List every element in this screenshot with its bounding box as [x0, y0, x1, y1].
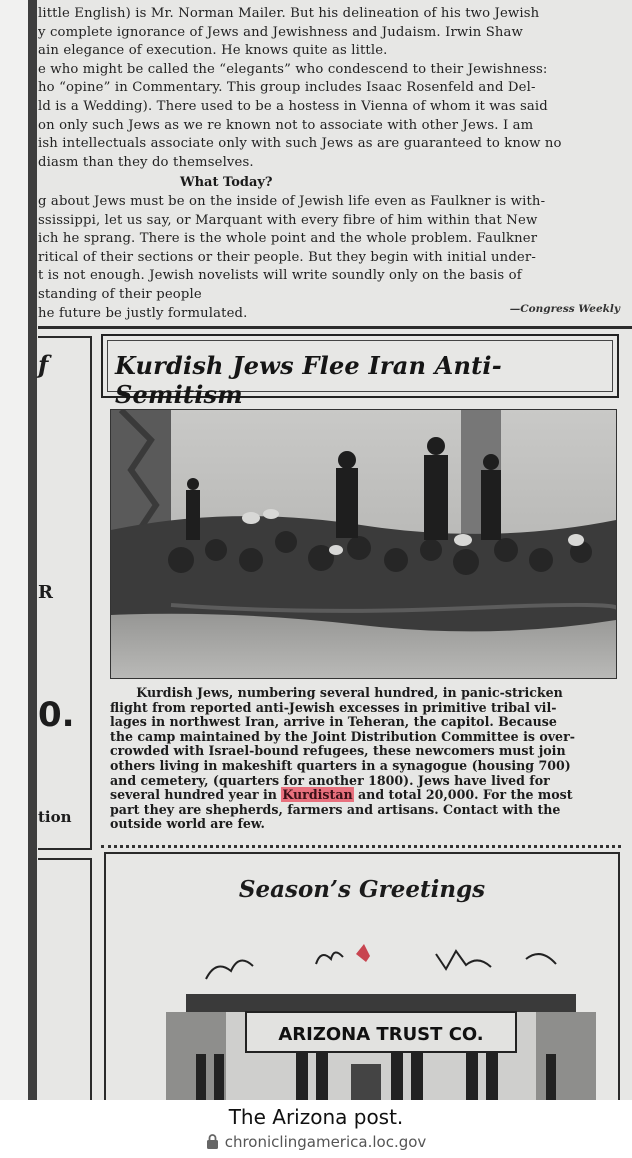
- article-line: ich he sprang. There is the whole point and the whole problem. Faulkner: [38, 231, 538, 247]
- caption-line: Kurdish Jews, numbering several hundred, in panic-stricken: [110, 685, 563, 700]
- caption-text: several hundred year in: [110, 787, 282, 803]
- article-credit: —Congress Weekly: [509, 303, 620, 315]
- article-line: g about Jews must be on the inside of Jewish life even as Faulkner is with-: [38, 194, 546, 209]
- article-subhead: What Today?: [180, 175, 273, 190]
- article-line: ain elegance of execution. He knows quite as little.: [38, 43, 388, 59]
- bank-building-illustration: [166, 934, 596, 1100]
- article-line: little English) is Mr. Norman Mailer. But his delineation of his two Jewish: [38, 6, 540, 21]
- left-fragment-zero: 0.: [38, 695, 75, 735]
- article-top-block-a: [38, 5, 626, 172]
- bank-sign: ARIZONA TRUST CO.: [278, 1024, 484, 1045]
- caption-line: and cemetery, (quarters for another 1800). Jews have lived for: [110, 772, 550, 788]
- refugees-photo-illustration: [111, 410, 616, 678]
- left-column-box-lower: [38, 858, 92, 1100]
- caption-line: part they are shepherds, farmers and artisans. Contact with the: [110, 801, 561, 817]
- caption-line: flight from reported anti-Jewish excesses in primitive tribal vil-: [110, 699, 557, 715]
- headline: Kurdish Jews Flee Iran Anti-Semitism: [115, 351, 502, 409]
- article-line: ritical of their sections or their people. But they begin with initial under-: [38, 249, 536, 265]
- article-line: ish intellectuals associate only with such Jews as are guaranteed to know no: [38, 136, 562, 152]
- caption-line: others living in makeshift quarters in a synagogue (housing 700): [110, 757, 571, 773]
- caption-line: outside world are few.: [110, 816, 265, 832]
- left-fragment-r: R: [38, 582, 53, 603]
- source-url-text: chroniclingamerica.loc.gov: [224, 1133, 427, 1151]
- greetings-title: Season’s Greetings: [238, 876, 486, 903]
- article-line: e who might be called the “elegants” who condescend to their Jewishness:: [38, 61, 548, 77]
- caption-line: crowded with Israel-bound refugees, these newcomers must join: [110, 743, 566, 759]
- caption-line-highlighted: [110, 788, 618, 803]
- photo-caption: [110, 686, 618, 832]
- left-fragment-f: f: [38, 350, 49, 379]
- article-line: ho “opine” in Commentary. This group includes Isaac Rosenfeld and Del-: [38, 80, 536, 96]
- source-url[interactable]: [0, 1133, 632, 1153]
- caption-line: lages in northwest Iran, arrive in Teheran, the capitol. Because: [110, 714, 557, 730]
- newspaper-title: The Arizona post.: [228, 1105, 404, 1129]
- scan-left-margin: [0, 0, 28, 1100]
- caption-text: and total 20,000. For the most: [353, 787, 573, 803]
- headline-frame: [101, 334, 619, 409]
- article-line: on only such Jews as we re known not to associate with other Jews. I am: [38, 117, 534, 133]
- article-line: y complete ignorance of Jews and Jewishness and Judaism. Irwin Shaw: [38, 24, 523, 40]
- greetings-ad: [104, 852, 620, 1100]
- article-line: ssissippi, let us say, or Marquant with every fibre of him within that New: [38, 212, 538, 228]
- article-line: he future be justly formulated.: [38, 305, 248, 321]
- article-line: standing of their people: [38, 286, 202, 302]
- article-line: t is not enough. Jewish novelists will write soundly only on the basis of: [38, 268, 522, 284]
- page-spine-shadow: [28, 0, 37, 1100]
- dotted-divider: [101, 845, 621, 848]
- refugees-photo: [110, 409, 617, 679]
- caption-line: the camp maintained by the Joint Distribution Committee is over-: [110, 728, 575, 744]
- article-line: ld is a Wedding). There used to be a hostess in Vienna of whom it was said: [38, 98, 548, 114]
- lock-icon: [206, 1134, 219, 1153]
- left-fragment-tion: tion: [38, 808, 72, 826]
- column-rule: [38, 326, 632, 329]
- article-line: diasm than they do themselves.: [38, 154, 254, 170]
- search-highlight-kurdistan[interactable]: Kurdistan: [282, 787, 353, 803]
